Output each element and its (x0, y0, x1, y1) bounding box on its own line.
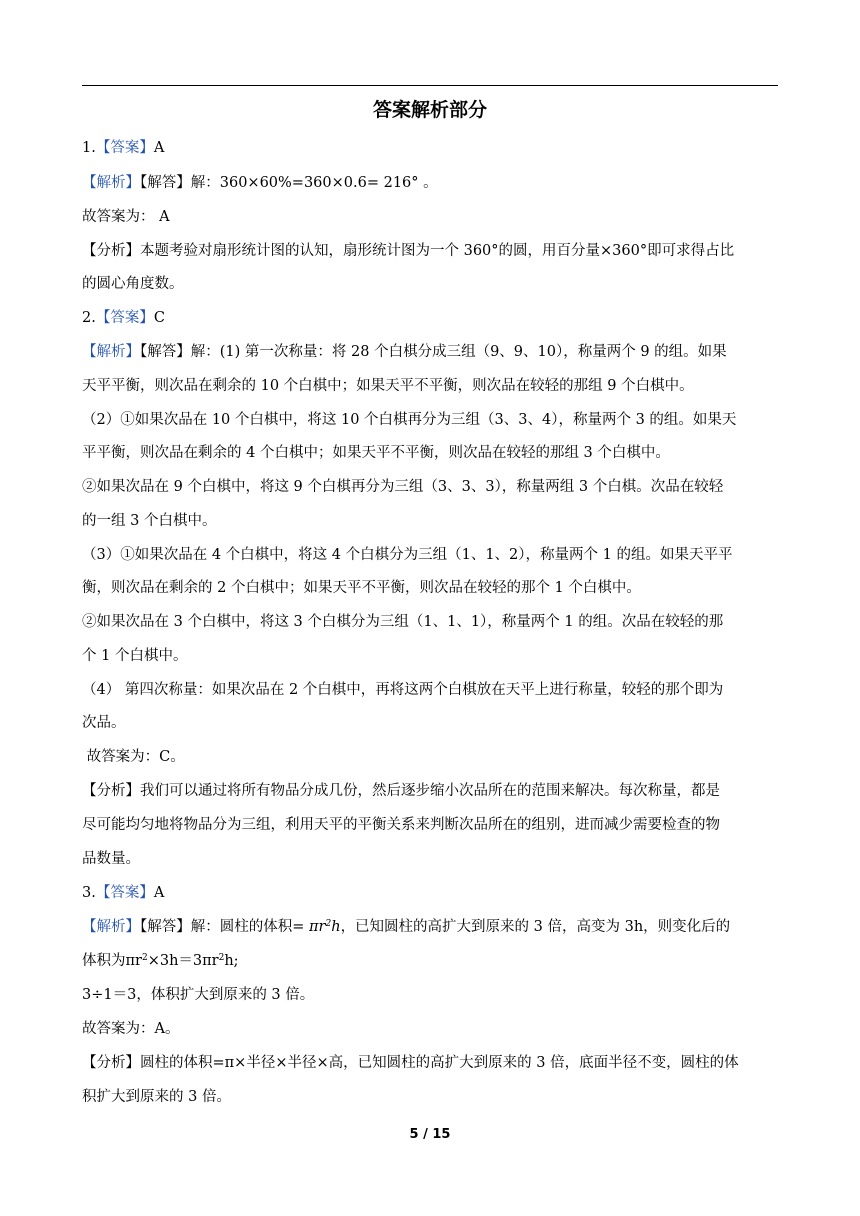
q2-line-9: 个 1 个白棋中。 (82, 648, 188, 664)
q3-number: 3. (82, 885, 96, 901)
q1-fenxi-tag: 【分析】 (82, 243, 140, 259)
q3-solution-line-1 (82, 917, 782, 937)
q2-line-11: 次品。 (82, 715, 126, 731)
q2-solve-tag: 【解答】 (140, 344, 191, 360)
q2-analysis-tag: 【解析】 (82, 344, 140, 360)
q2-line-5: 的一组 3 个白棋中。 (82, 513, 217, 529)
q2-fenxi-line-2: 尽可能均匀地将物品分为三组，利用天平的平衡关系来判断次品所在的组别，进而减少需要检查的物 (82, 817, 720, 833)
q3-answer-tag: 【答案】 (95, 885, 154, 901)
page-title: 答案解析部分 (372, 99, 487, 121)
q3-fenxi-text-1: 圆柱的体积=π×半径×半径×高，已知圆柱的高扩大到原来的 3 倍，底面半径不变，圆柱的体 (140, 1055, 739, 1071)
q3-conclusion: 故答案为：A。 (82, 1021, 180, 1037)
q3-volume-line: 体积为$\pi r^2\times 3h=3\pi r^2h$; (82, 953, 239, 969)
q2-fenxi-line-3: 品数量。 (82, 851, 140, 867)
q1-fenxi-line-2: 的圆心角度数。 (82, 276, 184, 292)
q3-fenxi-line-2: 积扩大到原来的 3 倍。 (82, 1089, 231, 1105)
q1-answer-line (82, 138, 782, 158)
q1-solve-tag: 【解答】 (140, 175, 191, 191)
q1-answer-tag: 【答案】 (95, 140, 154, 156)
q2-line-4: ②如果次品在 9 个白棋中，将这 9 个白棋再分为三组（3、3、3），称量两组 3 个白棋。次品在较轻 (82, 479, 724, 495)
q2-line-10: （4） 第四次称量：如果次品在 2 个白棋中，再将这两个白棋放在天平上进行称量，较轻的那个即为 (82, 682, 724, 698)
q2-number: 2. (82, 310, 96, 326)
q2-fenxi-text-1: 我们可以通过将所有物品分成几份，然后逐步缩小次品所在的范围来解决。每次称量，都是 (140, 783, 720, 799)
page-number: 5 / 15 (409, 1127, 451, 1142)
q2-answer-tag: 【答案】 (95, 310, 154, 326)
q2-solution-line-1 (82, 342, 782, 362)
q2-line-2: （2）①如果次品在 10 个白棋中，将这 10 个白棋再分为三组（3、3、4），称量两个 3 的组。如果天 (82, 412, 737, 428)
q2-conclusion: 故答案为：C。 (82, 749, 185, 765)
q2-fenxi-line-1 (82, 781, 782, 801)
q3-formula: $\pi r^2h$ (309, 919, 341, 935)
q1-fenxi-line-1 (82, 241, 782, 261)
q3-fenxi-tag: 【分析】 (82, 1055, 140, 1071)
q3-solve-tag: 【解答】 (140, 919, 191, 935)
q2-line-0: 解：(1) 第一次称量：将 28 个白棋分成三组（9、9、10），称量两个 9 的组。如果 (190, 344, 727, 360)
q3-answer-line (82, 883, 782, 903)
q2-line-3: 平平衡，则次品在剩余的 4 个白棋中；如果天平不平衡，则次品在较轻的那组 3 个白棋中。 (82, 445, 670, 461)
q3-calc-line: 3÷1＝3，体积扩大到原来的 3 倍。 (82, 987, 315, 1003)
q1-analysis-tag: 【解析】 (82, 175, 140, 191)
q3-answer: A (153, 885, 165, 901)
q1-answer: A (153, 140, 165, 156)
q2-line-6: （3）①如果次品在 4 个白棋中，将这 4 个白棋分为三组（1、1、2），称量两个 1 的组。如果天平平 (82, 547, 733, 563)
q3-solve-post: ，已知圆柱的高扩大到原来的 3 倍，高变为 3h，则变化后的 (340, 919, 731, 935)
q1-solve-text: 解：360×60%=360×0.6= 216° 。 (190, 175, 438, 191)
q2-fenxi-tag: 【分析】 (82, 783, 140, 799)
q2-line-1: 天平平衡，则次品在剩余的 10 个白棋中；如果天平不平衡，则次品在较轻的那组 9 个白棋中。 (82, 378, 694, 394)
q2-answer-line (82, 308, 782, 328)
q2-line-7: 衡，则次品在剩余的 2 个白棋中；如果天平不平衡，则次品在较轻的那个 1 个白棋中。 (82, 580, 641, 596)
q3-fenxi-line-1 (82, 1053, 782, 1073)
q2-line-8: ②如果次品在 3 个白棋中，将这 3 个白棋分为三组（1、1、1），称量两个 1 的组。次品在较轻的那 (82, 614, 724, 630)
q3-solve-pre: 解：圆柱的体积= (190, 919, 310, 935)
q1-number: 1. (82, 140, 96, 156)
q1-fenxi-text-1: 本题考验对扇形统计图的认知，扇形统计图为一个 360°的圆，用百分量×360°即可求得占比 (140, 243, 735, 259)
q2-answer: C (153, 310, 165, 326)
header-rule (82, 85, 778, 86)
q3-analysis-tag: 【解析】 (82, 919, 140, 935)
q1-conclusion: 故答案为： A (82, 209, 170, 225)
q1-solution-line (82, 173, 782, 193)
